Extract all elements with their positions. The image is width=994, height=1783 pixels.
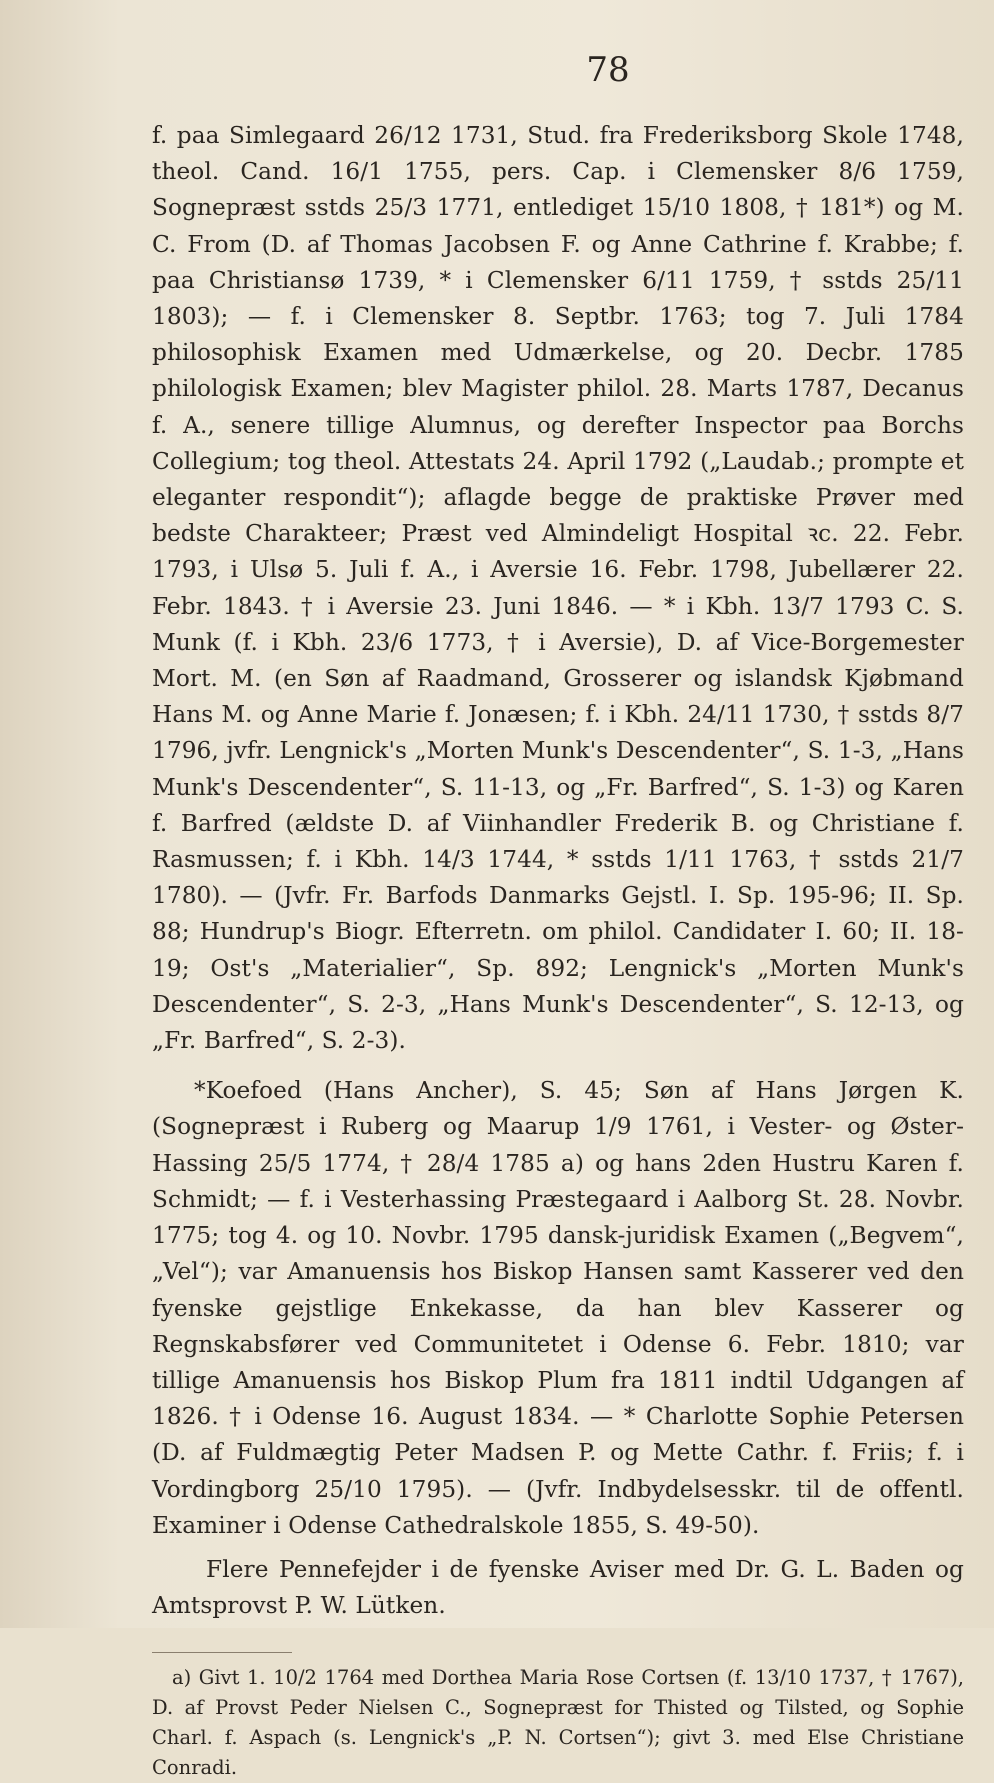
paragraph-continued-entry: f. paa Simlegaard 26/12 1731, Stud. fra Frederiksborg Skole 1748, theol. Cand. 16/1 1755, pers. Cap. i Clemensker 8/6 1759, Sognepræst sstds 25/3 1771, entlediget 15/10 1808, † 181*) og M. C. From (D. af Thomas Jacobsen F. og Anne Cathrine f. Krabbe; f. paa Christiansø 1739, * i Clemensker 6/11 1759, † sstds 25/11 1803); — f. i Clemensker 8. Septbr. 1763; tog 7. Juli 1784 philosophisk Examen med Udmærkelse, og 20. Decbr. 1785 philologisk Examen; blev Magister philol. 28. Marts 1787, Decanus f. A., senere tillige Alumnus, og derefter Inspector paa Borchs Collegium; tog theol. Attestats 24. April 1792 („Laudab.; prompte et eleganter respondit“); aflagde begge de praktiske Prøver med bedste Charakteer; Præst ved Almindeligt Hospital ꝛc. 22. Febr. 1793, i Ulsø 5. Juli f. A., i Aversie 16. Febr. 1798, Jubellærer 22. Febr. 1843. † i Aversie 23. Juni 1846. — * i Kbh. 13/7 1793 C. S. Munk (f. i Kbh. 23/6 1773, † i Aversie), D. af Vice-Borgemester Mort. M. (en Søn af Raadmand, Grosserer og islandsk Kjøbmand Hans M. og Anne Marie f. Jonæsen; f. i Kbh. 24/11 1730, † sstds 8/7 1796, jvfr. Lengnick's „Morten Munk's Descendenter“, S. 1-3, „Hans Munk's Descendenter“, S. 11-13, og „Fr. Barfred“, S. 1-3) og Karen f. Barfred (ældste D. af Viinhandler Frederik B. og Christiane f. Rasmussen; f. i Kbh. 14/3 1744, * sstds 1/11 1763, † sstds 21/7 1780). — (Jvfr. Fr. Barfods Danmarks Gejstl. I. Sp. 195-96; II. Sp. 88; Hundrup's Biogr. Efterretn. om philol. Candidater I. 60; II. 18-19; Ost's „Materialier“, Sp. 892; Lengnick's „Morten Munk's Descendenter“, S. 2-3, „Hans Munk's Descendenter“, S. 12-13, og „Fr. Barfred“, S. 2-3). (152, 122, 964, 1055)
page-number: 78 (586, 50, 630, 90)
footnote (152, 1663, 964, 1783)
paragraph-koefoed-entry: *Koefoed (Hans Ancher), S. 45; Søn af Hans Jørgen K. (Sognepræst i Ruberg og Maarup 1/9 1761, i Vester- og Øster-Hassing 25/5 1774, † 28/4 1785 a) og hans 2den Hustru Karen f. Schmidt; — f. i Vesterhassing Præstegaard i Aalborg St. 28. Novbr. 1775; tog 4. og 10. Novbr. 1795 dansk-juridisk Examen („Begvem“, „Vel“); var Amanuensis hos Biskop Hansen samt Kasserer ved den fyenske gejstlige Enkekasse, da han blev Kasserer og Regnskabsfører ved Communitetet i Odense 6. Febr. 1810; var tillige Amanuensis hos Biskop Plum fra 1811 indtil Udgangen af 1826. † i Odense 16. August 1834. — * Charlotte Sophie Petersen (D. af Fuldmægtig Peter Madsen P. og Mette Cathr. f. Friis; f. i Vordingborg 25/10 1795). — (Jvfr. Indbydelsesskr. til de offentl. Examiner i Odense Cathedralskole 1855, S. 49-50). (152, 1077, 964, 1539)
entry-body (152, 118, 964, 1624)
footnote-a: a) Givt 1. 10/2 1764 med Dorthea Maria Rose Cortsen (f. 13/10 1737, † 1767), D. af Provst Peder Nielsen C., Sognepræst for Thisted og Tilsted, og Sophie Charl. f. Aspach (s. Lengnick's „P. N. Cortsen“); givt 3. med Else Christiane Conradi. (152, 1666, 964, 1780)
footnote-divider (152, 1652, 292, 1653)
paragraph-pennefejder-note: Flere Pennefejder i de fyenske Aviser med Dr. G. L. Baden og Amtsprovst P. W. Lütken. (152, 1555, 964, 1620)
